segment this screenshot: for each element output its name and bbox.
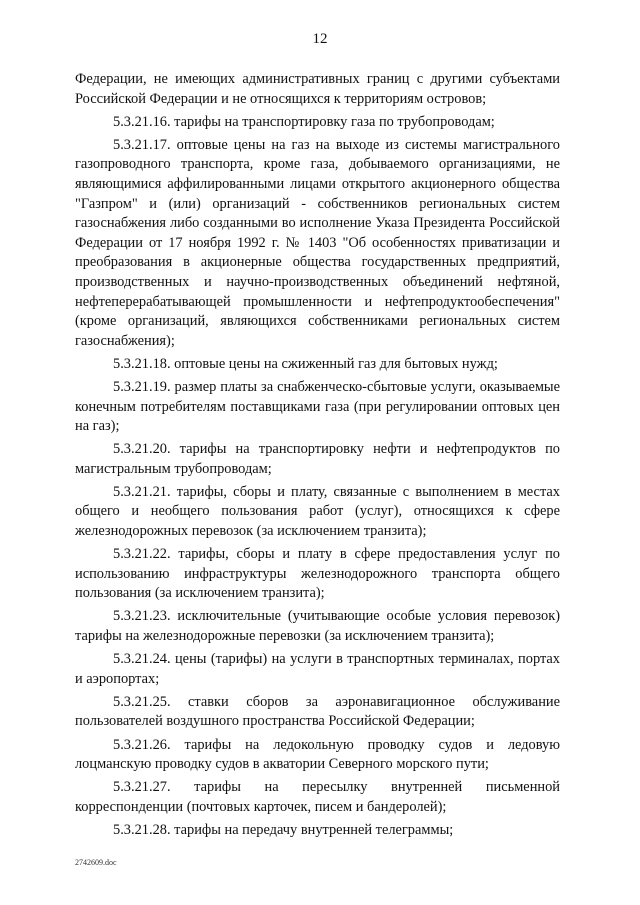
paragraph-5-3-21-25: 5.3.21.25. ставки сборов за аэронавигационное обслуживание пользователей воздушного пространства Российской Федерации; [75, 693, 560, 730]
paragraph-5-3-21-24: 5.3.21.24. цены (тарифы) на услуги в транспортных терминалах, портах и аэропортах; [75, 651, 560, 687]
document-body [75, 70, 560, 844]
document-filename: 2742609.doc [75, 858, 117, 867]
paragraph-5-3-21-17: 5.3.21.17. оптовые цены на газ на выходе из системы магистрального газопроводного транспорта, кроме газа, добываемого организациями, не являющимися аффилированными лицами открытого акционерного общества "Газпром" и (или) организаций - собственников региональных систем газоснабжения либо созданными во исполнение Указа Президента Российской Федерации от 17 ноября 1992 г. № 1403 "Об особенностях приватизации и преобразования в акционерные общества государственных предприятий, производственных и научно-производственных объединений нефтяной, нефтеперерабатывающей промышленности и нефтепродуктообеспечения" (кроме организаций, являющихся собственниками региональных систем газоснабжения); [75, 136, 560, 349]
paragraph-5-3-21-26: 5.3.21.26. тарифы на ледокольную проводку судов и ледовую лоцманскую проводку судов в акватории Северного морского пути; [75, 736, 560, 773]
paragraph-5-3-21-21: 5.3.21.21. тарифы, сборы и плату, связанные с выполнением в местах общего и необщего пользования работ (услуг), относящихся к сфере железнодорожных перевозок (за исключением транзита); [75, 483, 560, 540]
paragraph-5-3-21-22: 5.3.21.22. тарифы, сборы и плату в сфере предоставления услуг по использованию инфраструктуры железнодорожного транспорта общего пользования (за исключением транзита); [75, 546, 560, 602]
paragraph-5-3-21-16: 5.3.21.16. тарифы на транспортировку газа по трубопроводам; [113, 113, 495, 130]
paragraph-5-3-21-27: 5.3.21.27. тарифы на пересылку внутренней письменной корреспонденции (почтовых карточек, писем и бандеролей); [75, 779, 560, 815]
page-number: 12 [312, 31, 328, 47]
paragraph-5-3-21-20: 5.3.21.20. тарифы на транспортировку нефти и нефтепродуктов по магистральным трубопроводам; [75, 441, 560, 477]
paragraph-5-3-21-19: 5.3.21.19. размер платы за снабженческо-сбытовые услуги, оказываемые конечным потребителям поставщиками газа (при регулировании оптовых цен на газ); [75, 378, 560, 435]
paragraph-5-3-21-18: 5.3.21.18. оптовые цены на сжиженный газ для бытовых нужд; [113, 355, 498, 372]
paragraph-5-3-21-23: 5.3.21.23. исключительные (учитывающие особые условия перевозок) тарифы на железнодорожные перевозки (за исключением транзита); [75, 608, 560, 645]
paragraph-5-3-21-28: 5.3.21.28. тарифы на передачу внутренней телеграммы; [113, 821, 454, 838]
paragraph-continuation: Федерации, не имеющих административных границ с другими субъектами Российской Федерации и не относящихся к территориям островов; [75, 71, 560, 107]
